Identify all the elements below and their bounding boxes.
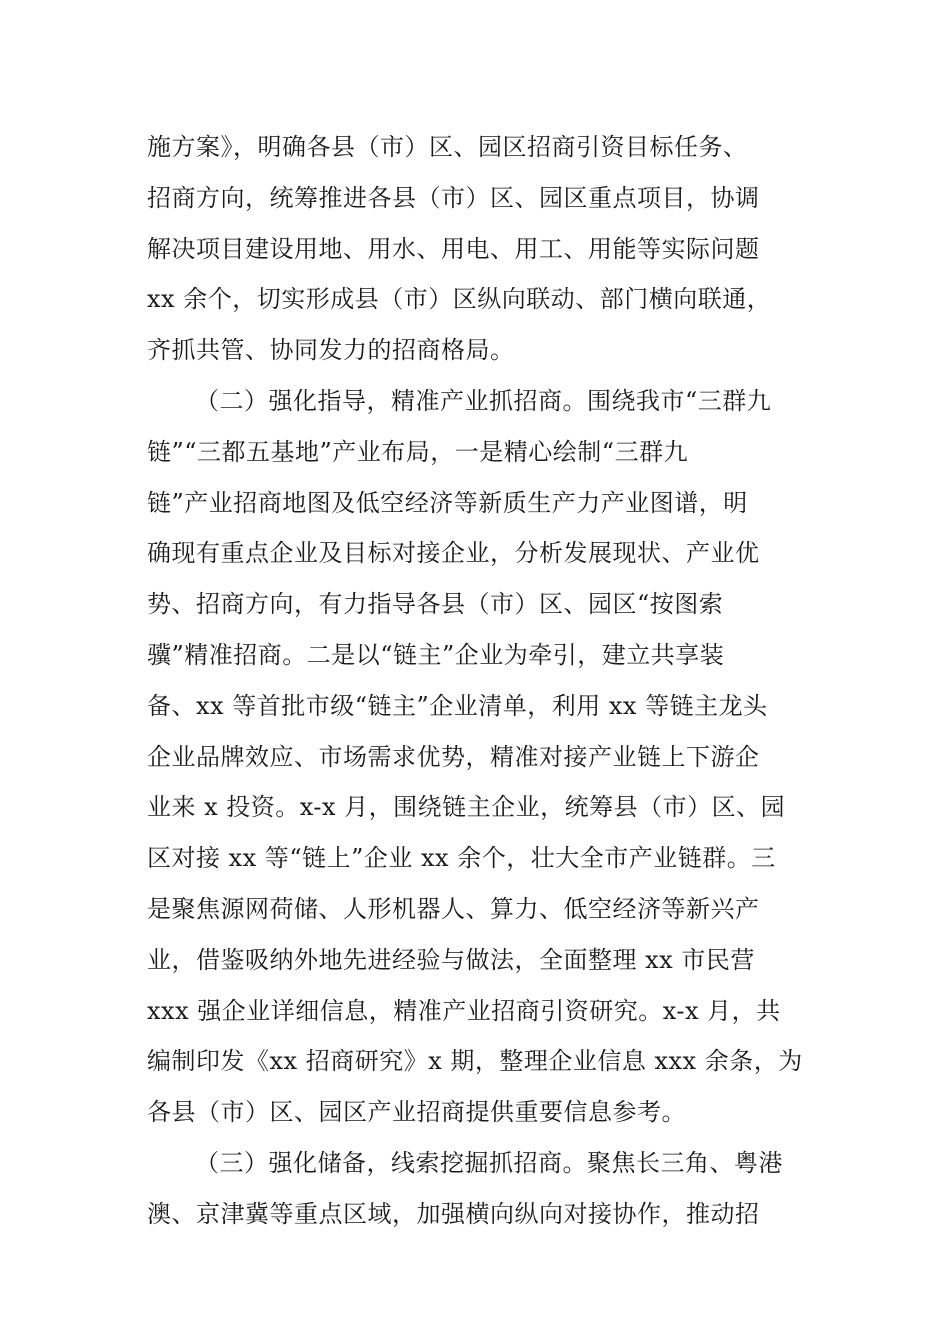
text-line: 备、xx 等首批市级“链主”企业清单，利用 xx 等链主龙头	[147, 691, 768, 720]
text-line: 招商方向，统筹推进各县（市）区、园区重点项目，协调	[147, 183, 760, 212]
text-line: 澳、京津冀等重点区域，加强横向纵向对接协作，推动招	[147, 1199, 760, 1228]
text-line: 施方案》，明确各县（市）区、园区招商引资目标任务、	[147, 133, 748, 161]
document-body	[147, 122, 807, 1240]
text-line: 链”“三都五基地”产业布局，一是精心绘制“三群九	[147, 437, 689, 466]
text-line: xxx 强企业详细信息，精准产业招商引资研究。x-x 月，共	[147, 996, 781, 1025]
text-line: 区对接 xx 等“链上”企业 xx 余个，壮大全市产业链群。三	[147, 844, 776, 873]
text-line: 齐抓共管、协同发力的招商格局。	[147, 336, 515, 365]
text-line: 解决项目建设用地、用水、用电、用工、用能等实际问题	[147, 234, 760, 263]
text-line: xx 余个，切实形成县（市）区纵向联动、部门横向联通，	[147, 285, 772, 314]
text-line: 企业品牌效应、市场需求优势，精准对接产业链上下游企	[147, 742, 760, 771]
text-line: 链”产业招商地图及低空经济等新质生产力产业图谱，明	[147, 488, 748, 517]
text-line: 势、招商方向，有力指导各县（市）区、园区“按图索	[147, 590, 724, 619]
text-line: 各县（市）区、园区产业招商提供重要信息参考。	[147, 1098, 686, 1127]
text-line: 确现有重点企业及目标对接企业，分析发展现状、产业优	[147, 539, 760, 568]
section-heading-line: （二）强化指导，精准产业抓招商。围绕我市“三群九	[195, 386, 772, 415]
text-line: 骥”精准招商。二是以“链主”企业为牵引，建立共享装	[147, 640, 725, 669]
text-line: 业，借鉴吸纳外地先进经验与做法，全面整理 xx 市民营	[147, 945, 755, 974]
text-line: 业来 x 投资。x-x 月，围绕链主企业，统筹县（市）区、园	[147, 793, 786, 822]
text-line: 编制印发《xx 招商研究》x 期，整理企业信息 xxx 余条，为	[147, 1047, 803, 1076]
text-line: 是聚焦源网荷储、人形机器人、算力、低空经济等新兴产	[147, 894, 760, 923]
section-heading-line: （三）强化储备，线索挖掘抓招商。聚焦长三角、粤港	[195, 1148, 783, 1177]
